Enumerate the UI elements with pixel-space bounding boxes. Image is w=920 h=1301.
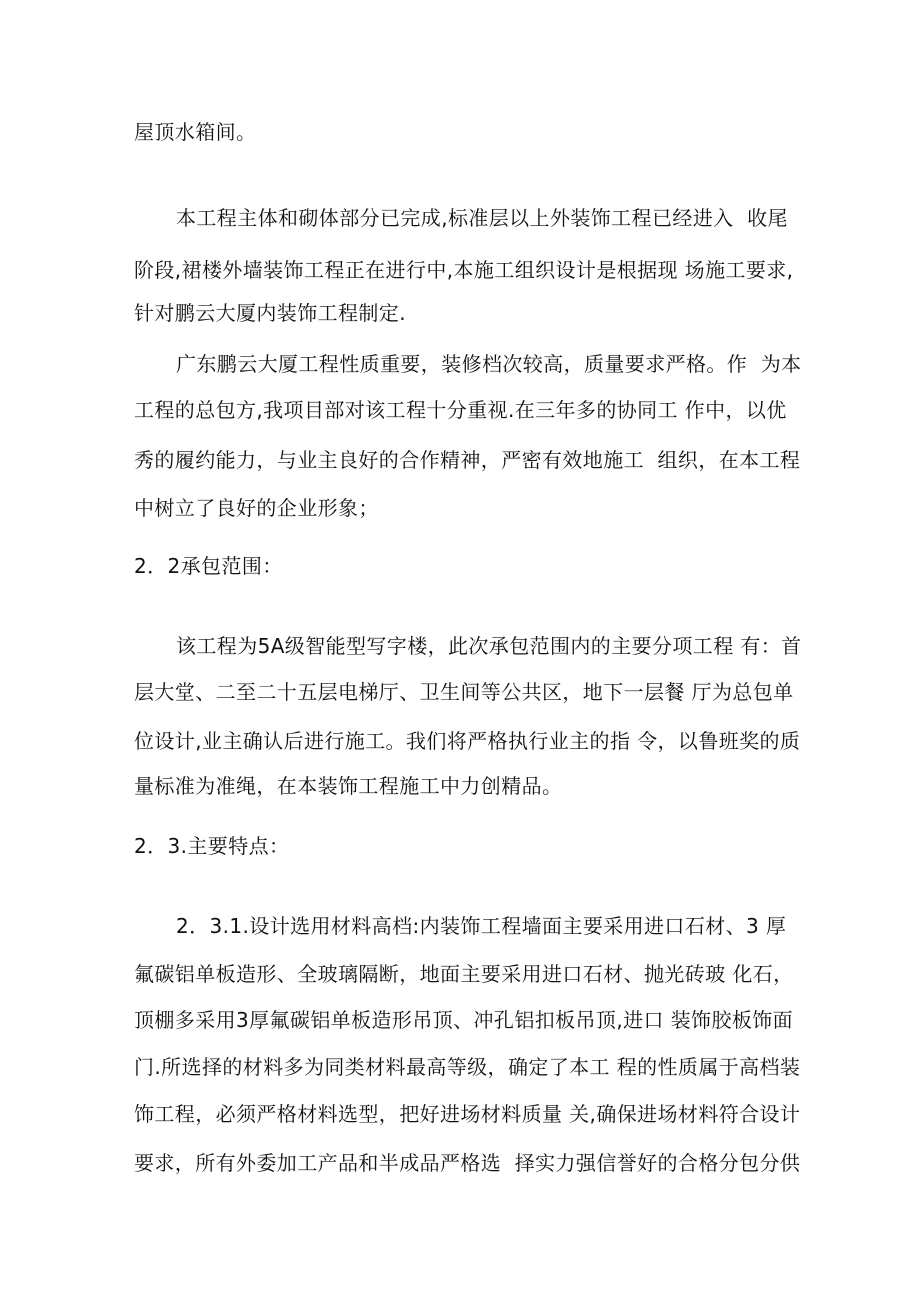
paragraph-line: 工程的总包方,我项目部对该工程十分重视.在三年多的协同工 作中，以优	[134, 398, 787, 422]
section-heading: 2．2承包范围：	[134, 554, 283, 578]
paragraph-line: 中树立了良好的企业形象；	[134, 496, 379, 520]
paragraph-line: 广东鹏云大厦工程性质重要，装修档次较高，质量要求严格。作 为本	[176, 352, 802, 376]
paragraph-line: 阶段,裙楼外墙装饰工程正在进行中,本施工组织设计是根据现 场施工要求,	[134, 258, 794, 282]
paragraph-line: 层大堂、二至二十五层电梯厅、卫生间等公共区，地下一层餐 厅为总包单	[134, 680, 794, 704]
paragraph-line: 门.所选择的材料多为同类材料最高等级，确定了本工 程的性质属于高档装	[134, 1055, 801, 1079]
paragraph-line: 量标准为准绳，在本装饰工程施工中力创精品。	[134, 774, 563, 798]
paragraph-line: 秀的履约能力，与业主良好的合作精神，严密有效地施工 组织，在本工程	[134, 448, 801, 472]
section-heading: 2．3.主要特点：	[134, 834, 290, 858]
paragraph-line: 位设计,业主确认后进行施工。我们将严格执行业主的指 令，以鲁班奖的质	[134, 729, 801, 753]
fragment-line: 屋顶水箱间。	[134, 120, 257, 144]
paragraph-line: 2．3.1.设计选用材料高档:内装饰工程墙面主要采用进口石材、3 厚	[176, 914, 787, 938]
paragraph-line: 针对鹏云大厦内装饰工程制定.	[134, 301, 406, 325]
paragraph-line: 要求，所有外委加工产品和半成品严格选 择实力强信誉好的合格分包分供	[134, 1151, 801, 1175]
paragraph-line: 氟碳铝单板造形、全玻璃隔断，地面主要采用进口石材、抛光砖玻 化石，	[134, 962, 794, 986]
paragraph-line: 饰工程，必须严格材料选型，把好进场材料质量 关,确保进场材料符合设计	[134, 1102, 801, 1126]
paragraph-line: 本工程主体和砌体部分已完成,标准层以上外装饰工程已经进入 收尾	[176, 206, 788, 230]
paragraph-line: 该工程为5A级智能型写字楼，此次承包范围内的主要分项工程 有：首	[176, 634, 802, 658]
paragraph-line: 顶棚多采用3厚氟碳铝单板造形吊顶、冲孔铝扣板吊顶,进口 装饰胶板饰面	[134, 1008, 794, 1032]
